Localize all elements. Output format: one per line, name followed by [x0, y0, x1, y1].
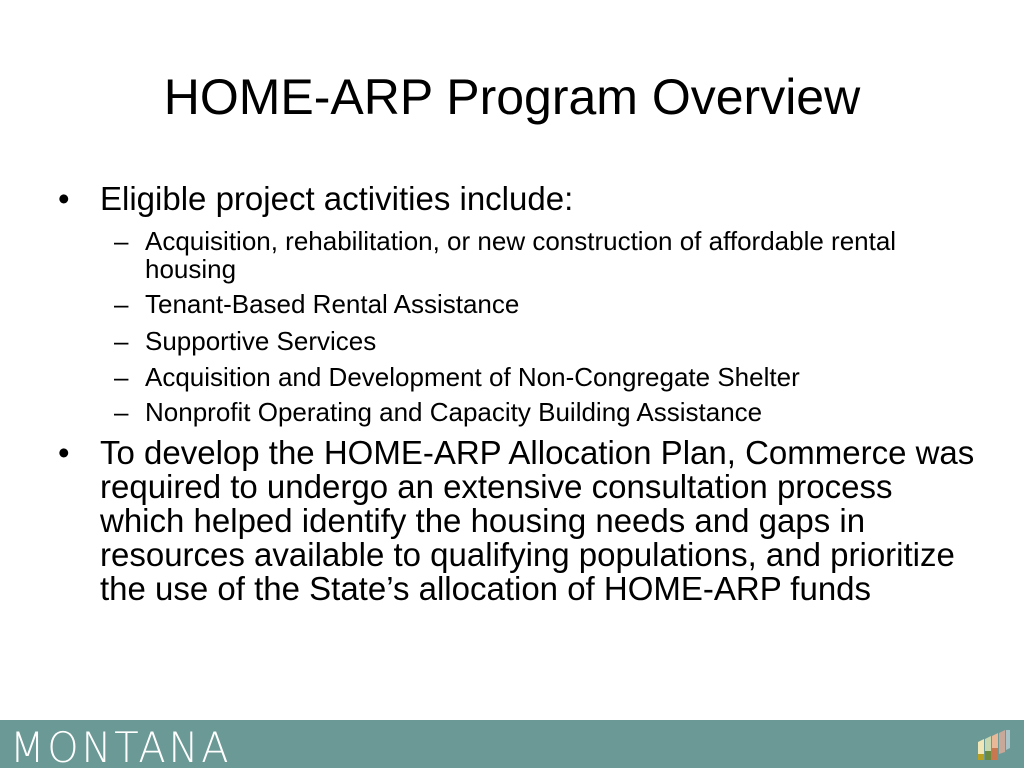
- bullet-text: To develop the HOME-ARP Allocation Plan, Commerce was required to undergo an extensive consultation process which helped identify the housing needs and gaps in resources available to qualifying populations, and prioritize the use of the State’s allocation of HOME-ARP funds: [100, 434, 975, 607]
- montana-brand: MONTANA: [10, 723, 232, 772]
- dash-icon: –: [114, 289, 129, 319]
- sub-bullet: [114, 326, 965, 356]
- bullet-1: [58, 180, 980, 217]
- sub-bullet-text: Acquisition, rehabilitation, or new construction of affordable rental housing: [145, 226, 897, 284]
- sub-bullet: [114, 226, 965, 284]
- sub-bullet-text: Nonprofit Operating and Capacity Building Assistance: [145, 397, 763, 427]
- sub-bullet: [114, 289, 965, 319]
- dash-icon: –: [114, 226, 129, 256]
- slide-title: HOME-ARP Program Overview: [163, 69, 861, 125]
- sub-bullet-text: Tenant-Based Rental Assistance: [145, 289, 520, 319]
- dash-icon: –: [114, 362, 129, 392]
- bullet-dot-icon: •: [58, 180, 70, 217]
- dash-icon: –: [114, 326, 129, 356]
- bullet-dot-icon: •: [58, 434, 70, 471]
- sub-bullet-text: Supportive Services: [145, 326, 377, 356]
- footer-bar: [0, 720, 1024, 772]
- sub-bullet: [114, 397, 965, 427]
- dash-icon: –: [114, 397, 129, 427]
- sub-bullet: [114, 362, 965, 392]
- sub-bullet-text: Acquisition and Development of Non-Congregate Shelter: [145, 362, 800, 392]
- bullet-text: Eligible project activities include:: [100, 180, 574, 217]
- montana-logo-icon: [976, 730, 1012, 762]
- bullet-2: [58, 434, 980, 607]
